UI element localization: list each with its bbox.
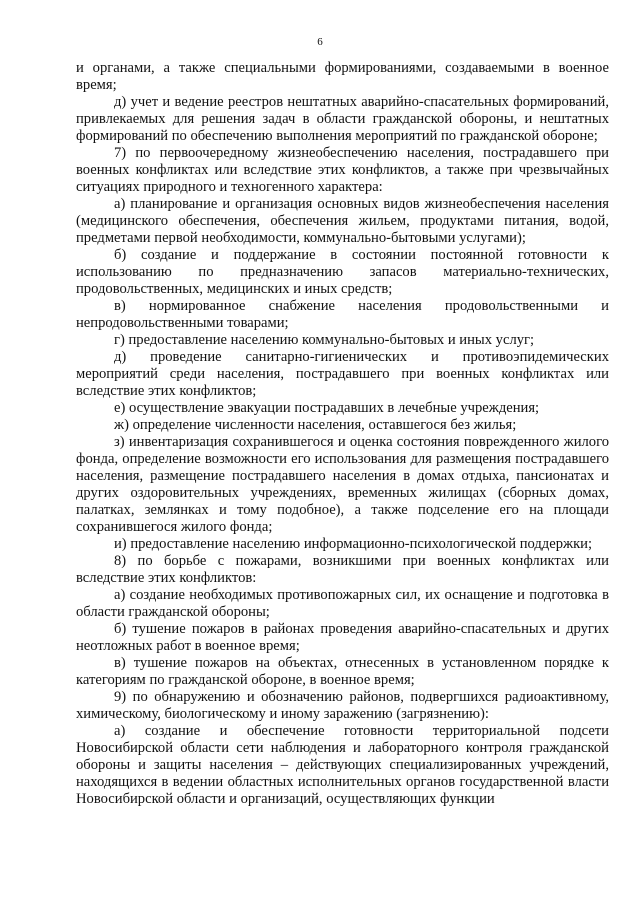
paragraph: и органами, а также специальными формированиями, создаваемыми в военное время; bbox=[76, 60, 609, 93]
paragraph: з) инвентаризация сохранившегося и оценка состояния поврежденного жилого фонда, определение возможности его использования для размещения пострадавшего населения, размещение пострадавшего населения в домах отдыха, пансионатах и других оздоровительных учреждениях, временных жилищах (сборных домах, палатках, землянках и тому подобное), а также подселение его на площади сохранившегося жилого фонда; bbox=[76, 434, 609, 535]
paragraph: д) учет и ведение реестров нештатных аварийно-спасательных формирований, привлекаемых для решения задач в области гражданской обороны, и нештатных формирований по обеспечению выполнения мероприятий по гражданской обороне; bbox=[76, 94, 609, 144]
paragraph: 9) по обнаружению и обозначению районов, подвергшихся радиоактивному, химическому, биологическому и иному заражению (загрязнению): bbox=[76, 689, 609, 722]
document-body bbox=[76, 60, 609, 808]
paragraph: а) планирование и организация основных видов жизнеобеспечения населения (медицинского обеспечения, обеспечения жильем, продуктами питания, водой, предметами первой необходимости, коммунально-бытовыми услугами); bbox=[76, 196, 609, 246]
paragraph: в) нормированное снабжение населения продовольственными и непродовольственными товарами; bbox=[76, 298, 609, 331]
paragraph: б) создание и поддержание в состоянии постоянной готовности к использованию по предназначению запасов материально-технических, продовольственных, медицинских и иных средств; bbox=[76, 247, 609, 297]
paragraph: 8) по борьбе с пожарами, возникшими при военных конфликтах или вследствие этих конфликтов: bbox=[76, 553, 609, 586]
paragraph: ж) определение численности населения, оставшегося без жилья; bbox=[114, 417, 517, 433]
paragraph: а) создание и обеспечение готовности территориальной подсети Новосибирской области сети наблюдения и лабораторного контроля гражданской обороны и защиты населения – действующих специализированных учреждений, находящихся в ведении областных исполнительных органов государственной власти Новосибирской области и организаций, осуществляющих функции bbox=[76, 723, 609, 807]
paragraph: г) предоставление населению коммунально-бытовых и иных услуг; bbox=[114, 332, 535, 348]
paragraph: а) создание необходимых противопожарных сил, их оснащение и подготовка в области гражданской обороны; bbox=[76, 587, 609, 620]
paragraph: д) проведение санитарно-гигиенических и противоэпидемических мероприятий среди населения, пострадавшего при военных конфликтах или вследствие этих конфликтов; bbox=[76, 349, 609, 399]
paragraph: в) тушение пожаров на объектах, отнесенных в установленном порядке к категориям по гражданской обороне, в военное время; bbox=[76, 655, 609, 688]
paragraph: 7) по первоочередному жизнеобеспечению населения, пострадавшего при военных конфликтах или вследствие этих конфликтов, а также при чрезвычайных ситуациях природного и техногенного характера: bbox=[76, 145, 609, 195]
paragraph: и) предоставление населению информационно-психологической поддержки; bbox=[114, 536, 593, 552]
paragraph: е) осуществление эвакуации пострадавших в лечебные учреждения; bbox=[114, 400, 540, 416]
paragraph: б) тушение пожаров в районах проведения аварийно-спасательных и других неотложных работ в военное время; bbox=[76, 621, 609, 654]
page-number: 6 bbox=[317, 36, 323, 48]
